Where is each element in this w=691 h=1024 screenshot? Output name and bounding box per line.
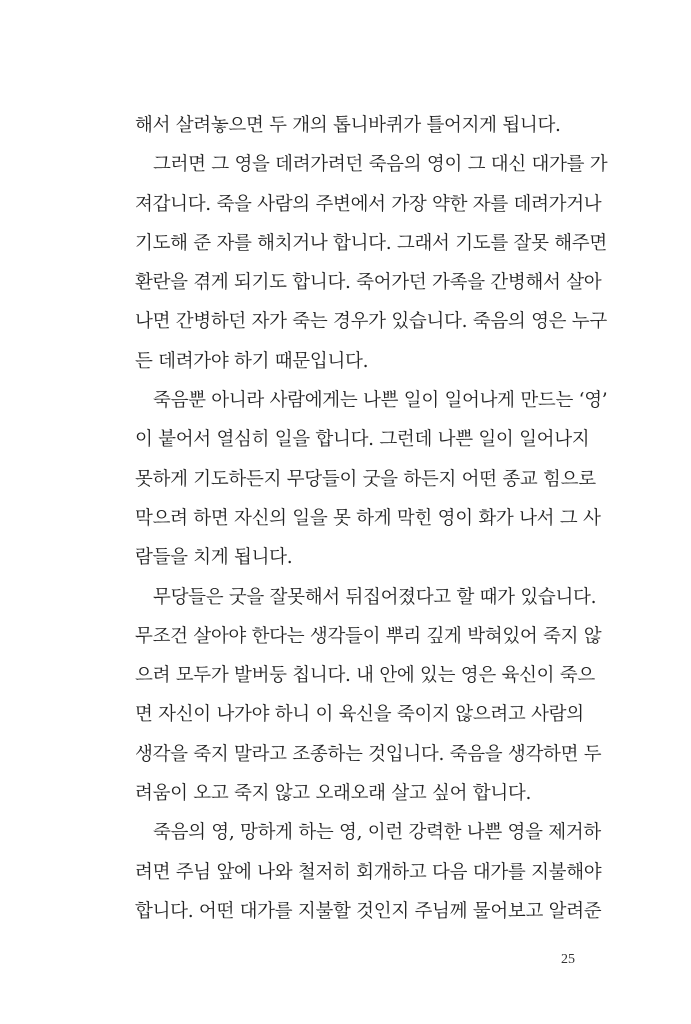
text-line: 무조건 살아야 한다는 생각들이 뿌리 깊게 박혀있어 죽지 않	[135, 625, 602, 647]
text-line: 못하게 기도하든지 무당들이 굿을 하든지 어떤 종교 힘으로	[135, 468, 596, 490]
body-text	[135, 106, 608, 931]
text-line: 그러면 그 영을 데려가려던 죽음의 영이 그 대신 대가를 가	[153, 154, 608, 176]
text-line: 나면 간병하던 자가 죽는 경우가 있습니다. 죽음의 영은 누구	[135, 311, 607, 333]
text-line: 환란을 겪게 되기도 합니다. 죽어가던 가족을 간병해서 살아	[135, 272, 602, 294]
text-line: 막으려 하면 자신의 일을 못 하게 막힌 영이 화가 나서 그 사	[135, 507, 601, 529]
text-line: 해서 살려놓으면 두 개의 톱니바퀴가 틀어지게 됩니다.	[135, 115, 561, 136]
text-line: 든 데려가야 하기 때문입니다.	[135, 350, 369, 372]
paragraph	[135, 106, 581, 145]
text-line: 죽음의 영, 망하게 하는 영, 이런 강력한 나쁜 영을 제거하	[153, 822, 601, 844]
text-line: 려면 주님 앞에 나와 철저히 회개하고 다음 대가를 지불해야	[135, 861, 602, 883]
text-line: 무당들은 굿을 잘못해서 뒤집어졌다고 할 때가 있습니다.	[153, 586, 597, 608]
page-number: 25	[561, 952, 575, 967]
text-line: 으려 모두가 발버둥 칩니다. 내 안에 있는 영은 육신이 죽으	[135, 665, 595, 687]
paragraph	[135, 145, 608, 381]
text-line: 져갑니다. 죽을 사람의 주변에서 가장 약한 자를 데려가거나	[135, 193, 602, 215]
text-line: 면 자신이 나가야 하니 이 육신을 죽이지 않으려고 사람의	[135, 704, 584, 726]
text-line: 합니다. 어떤 대가를 지불할 것인지 주님께 물어보고 알려준	[135, 900, 602, 922]
text-line: 기도해 준 자를 해치거나 합니다. 그래서 기도를 잘못 해주면	[135, 232, 607, 254]
paragraph	[135, 381, 608, 577]
paragraph	[135, 813, 602, 931]
text-line: 생각을 죽지 말라고 조종하는 것입니다. 죽음을 생각하면 두	[135, 743, 602, 765]
paragraph	[135, 578, 602, 814]
text-line: 죽음뿐 아니라 사람에게는 나쁜 일이 일어나게 만드는 ‘영’	[153, 390, 608, 412]
text-line: 람들을 치게 됩니다.	[135, 547, 293, 569]
text-line: 려움이 오고 죽지 않고 오래오래 살고 싶어 합니다.	[135, 783, 532, 805]
text-line: 이 붙어서 열심히 일을 합니다. 그런데 나쁜 일이 일어나지	[135, 429, 590, 451]
